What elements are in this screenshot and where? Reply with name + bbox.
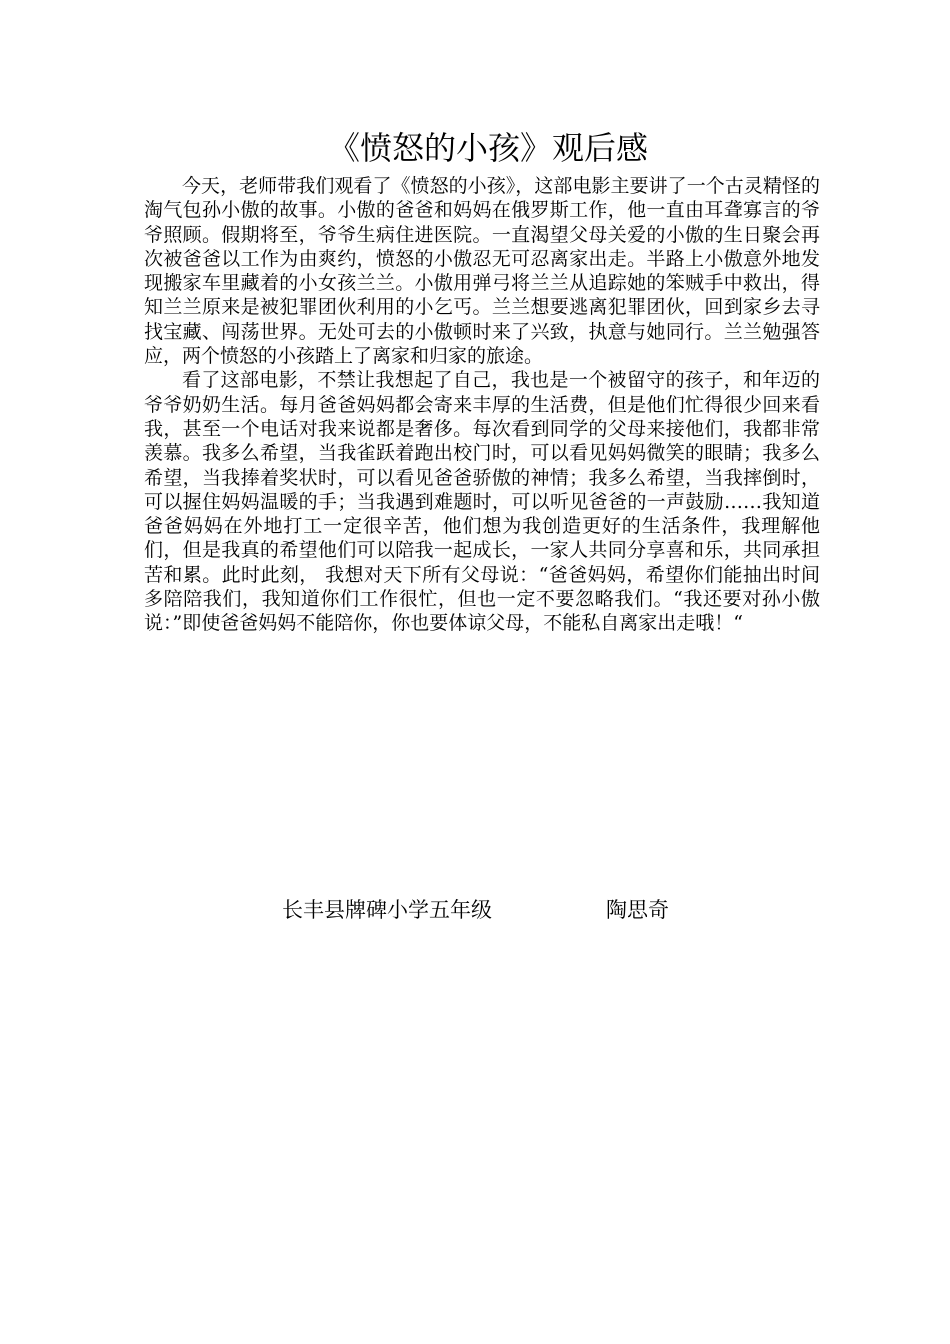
paragraph-1: 今天，老师带我们观看了《愤怒的小孩》，这部电影主要讲了一个古灵精怪的淘气包孙小傲的故事。小傲的爸爸和妈妈在俄罗斯工作，他一直由耳聋寡言的爷爷照顾。假期将至，爷爷生病住进医院。一直渴望父母关爱的小傲的生日聚会再次被爸爸以工作为由爽约，愤怒的小傲忍无可忍离家出走。半路上小傲意外地发现搬家车里藏着的小女孩兰兰。小傲用弹弓将兰兰从追踪她的笨贼手中救出，得知兰兰原来是被犯罪团伙利用的小乞丐。兰兰想要逃离犯罪团伙，回到家乡去寻找宝藏、闯荡世界。无处可去的小傲顿时来了兴致，执意与她同行。兰兰勉强答应，两个愤怒的小孩踏上了离家和归家的旅途。	[144, 175, 820, 368]
paragraph-2: 看了这部电影，不禁让我想起了自己，我也是一个被留守的孩子，和年迈的爷爷奶奶生活。每月爸爸妈妈都会寄来丰厚的生活费，但是他们忙得很少回来看我，甚至一个电话对我来说都是奢侈。每次看到同学的父母来接他们，我都非常羡慕。我多么希望，当我雀跃着跑出校门时，可以看见妈妈微笑的眼睛；我多么希望，当我捧着奖状时，可以看见爸爸骄傲的神情；我多么希望，当我摔倒时，可以握住妈妈温暖的手；当我遇到难题时，可以听见爸爸的一声鼓励……我知道爸爸妈妈在外地打工一定很辛苦，他们想为我创造更好的生活条件，我理解他们，但是我真的希望他们可以陪我一起成长，一家人共同分享喜和乐，共同承担苦和累。此时此刻， 我想对天下所有父母说：“爸爸妈妈，希望你们能抽出时间多陪陪我们，我知道你们工作很忙，但也一定不要忽略我们。“我还要对孙小傲说：”即使爸爸妈妈不能陪你，你也要体谅父母，不能私自离家出走哦！“	[144, 369, 820, 635]
document-body	[144, 174, 820, 636]
signature-school: 长丰县牌碑小学五年级	[282, 898, 492, 922]
signature-author: 陶思奇	[606, 898, 669, 922]
document-title: 《愤怒的小孩》观后感	[327, 129, 648, 167]
